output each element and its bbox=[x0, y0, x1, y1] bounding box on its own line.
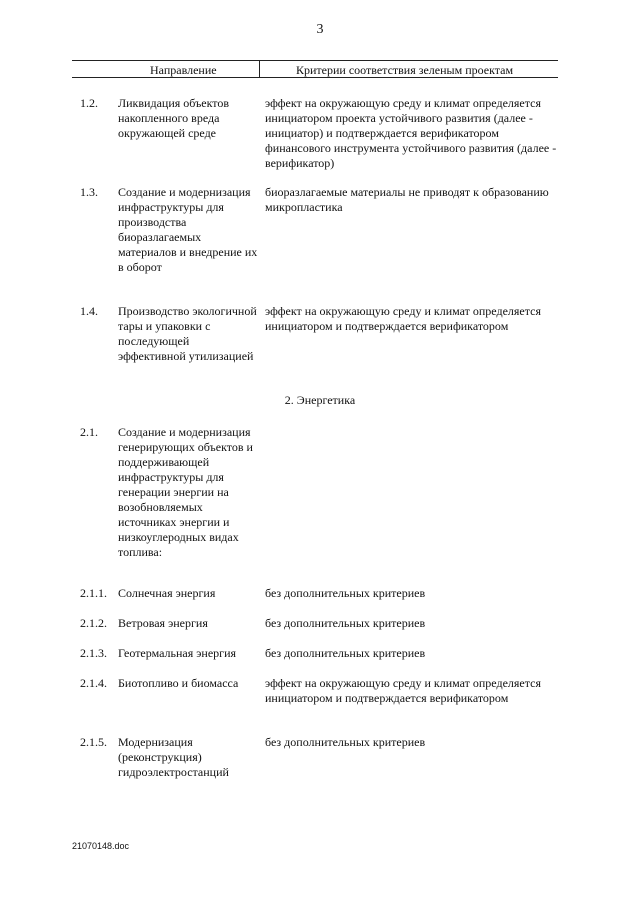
header-bottom-rule bbox=[72, 77, 558, 78]
header-direction: Направление bbox=[150, 63, 217, 77]
row-number: 2.1.2. bbox=[80, 616, 107, 630]
row-number: 2.1.1. bbox=[80, 586, 107, 600]
row-number: 1.4. bbox=[80, 304, 98, 318]
row-criteria: без дополнительных критериев bbox=[265, 646, 426, 660]
header-column-divider bbox=[259, 60, 260, 77]
row-direction: Биотопливо и биомасса bbox=[118, 676, 239, 690]
row-criteria: биоразлагаемые материалы не приводят к образованию микропластика bbox=[265, 185, 549, 214]
row-direction: Ветровая энергия bbox=[118, 616, 208, 630]
footer-filename: 21070148.doc bbox=[72, 841, 130, 851]
row-criteria: без дополнительных критериев bbox=[265, 616, 426, 630]
row-number: 2.1. bbox=[80, 425, 98, 439]
row-number: 2.1.5. bbox=[80, 735, 107, 749]
row-criteria: эффект на окружающую среду и климат определяется инициатором и подтверждается верификатором bbox=[265, 304, 541, 333]
row-number: 1.3. bbox=[80, 185, 98, 199]
row-direction: Создание и модернизация генерирующих объектов и поддерживающей инфраструктуры для генерации энергии на возобновляемых источниках энергии и низкоуглеродных видах топлива: bbox=[118, 425, 253, 559]
row-number: 2.1.4. bbox=[80, 676, 107, 690]
row-direction: Ликвидация объектов накопленного вреда окружающей среде bbox=[118, 96, 230, 140]
row-direction: Солнечная энергия bbox=[118, 586, 216, 600]
row-criteria: без дополнительных критериев bbox=[265, 586, 426, 600]
row-criteria: без дополнительных критериев bbox=[265, 735, 426, 749]
row-criteria: эффект на окружающую среду и климат определяется инициатором и подтверждается верификатором bbox=[265, 676, 541, 705]
header-criteria: Критерии соответствия зеленым проектам bbox=[296, 63, 514, 77]
row-number: 2.1.3. bbox=[80, 646, 107, 660]
section-title: 2. Энергетика bbox=[284, 393, 356, 407]
row-number: 1.2. bbox=[80, 96, 98, 110]
row-direction: Создание и модернизация инфраструктуры для производства биоразлагаемых материалов и внедрение их в оборот bbox=[118, 185, 258, 274]
row-criteria: эффект на окружающую среду и климат определяется инициатором проекта устойчивого развития (далее - инициатор) и подтверждается верификатором финансового инструмента устойчивого развития (далее - верификатор) bbox=[265, 96, 557, 170]
row-direction: Геотермальная энергия bbox=[118, 646, 237, 660]
table-top-rule bbox=[72, 60, 558, 61]
page-number: 3 bbox=[316, 22, 324, 37]
row-direction: Модернизация (реконструкция) гидроэлектростанций bbox=[118, 735, 229, 779]
row-direction: Производство экологичной тары и упаковки с последующей эффективной утилизацией bbox=[118, 304, 257, 363]
